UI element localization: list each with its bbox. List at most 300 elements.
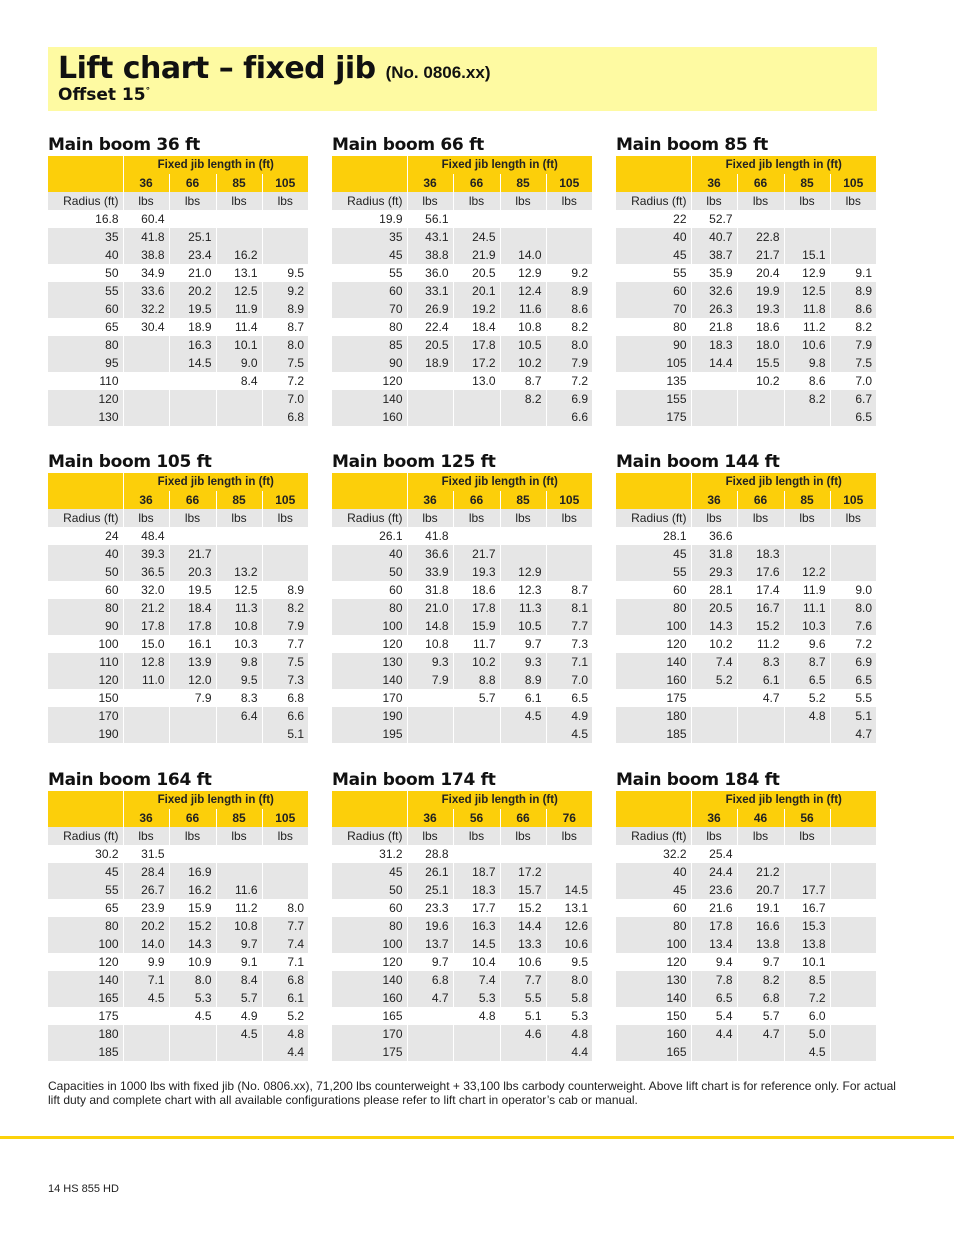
radius-cell: 70 [616,300,691,318]
capacity-cell: 19.9 [737,282,784,300]
capacity-cell [216,845,262,863]
table-row [332,635,592,653]
capacity-cell [691,408,737,426]
capacity-cell [500,725,546,743]
capacity-cell: 10.8 [216,617,262,635]
radius-cell: 110 [48,372,123,390]
capacity-cell: 9.7 [407,953,453,971]
capacity-cell: 5.8 [546,989,592,1007]
lift-chart-section [616,769,876,1061]
radius-cell: 90 [332,354,407,372]
capacity-cell: 21.6 [691,899,737,917]
table-row [48,390,308,408]
capacity-cell: 5.2 [691,671,737,689]
lift-chart-section [48,134,308,426]
capacity-cell: 13.3 [500,935,546,953]
radius-cell: 80 [48,599,123,617]
capacity-cell: 18.6 [737,318,784,336]
capacity-cell: 12.5 [784,282,830,300]
table-row [616,372,876,390]
capacity-cell: 14.0 [123,935,169,953]
capacity-cell [169,390,216,408]
capacity-cell: 21.2 [737,863,784,881]
table-row [48,563,308,581]
capacity-cell: 20.1 [453,282,500,300]
capacity-cell: 8.0 [262,899,308,917]
capacity-cell: 11.0 [123,671,169,689]
radius-cell: 130 [332,653,407,671]
capacity-cell: 8.6 [830,300,876,318]
capacity-cell: 14.5 [169,354,216,372]
capacity-cell: 18.6 [453,581,500,599]
radius-cell: 26.1 [332,527,407,545]
jib-length-cell: 105 [262,809,308,827]
radius-cell: 170 [48,707,123,725]
radius-cell: 80 [616,917,691,935]
table-row [616,300,876,318]
table-row [332,989,592,1007]
table-row [616,1007,876,1025]
jib-length-header: Fixed jib length in (ft) [691,791,876,809]
radius-cell: 50 [48,563,123,581]
capacity-cell [500,1043,546,1061]
capacity-cell: 6.5 [546,689,592,707]
radius-cell: 40 [616,863,691,881]
capacity-cell: 15.1 [784,246,830,264]
radius-cell: 60 [332,581,407,599]
jib-length-cell: 85 [784,491,830,509]
radius-label: Radius (ft) [332,192,407,210]
unit-label: lbs [546,827,592,845]
capacity-cell: 9.3 [500,653,546,671]
table-row [48,899,308,917]
capacity-cell [691,372,737,390]
table-row [332,1007,592,1025]
jib-length-cell: 46 [737,809,784,827]
capacity-cell: 17.8 [169,617,216,635]
capacity-cell: 4.5 [169,1007,216,1025]
radius-cell: 90 [616,336,691,354]
capacity-cell [262,563,308,581]
capacity-cell: 7.5 [262,653,308,671]
radius-cell: 95 [48,354,123,372]
capacity-cell [123,689,169,707]
capacity-cell: 19.6 [407,917,453,935]
capacity-cell: 9.0 [830,581,876,599]
capacity-cell: 52.7 [691,210,737,228]
lift-chart-section [616,451,876,743]
capacity-cell: 12.9 [500,563,546,581]
radius-cell: 45 [616,246,691,264]
table-row [332,899,592,917]
capacity-cell [737,408,784,426]
capacity-cell: 8.9 [500,671,546,689]
capacity-cell: 15.3 [784,917,830,935]
capacity-cell: 4.5 [216,1025,262,1043]
unit-label: lbs [546,192,592,210]
table-row [616,971,876,989]
capacity-cell: 38.8 [123,246,169,264]
capacity-cell: 10.2 [500,354,546,372]
unit-label: lbs [169,827,216,845]
capacity-cell: 22.8 [737,228,784,246]
capacity-cell [830,953,876,971]
radius-label: Radius (ft) [616,827,691,845]
capacity-cell: 9.2 [546,264,592,282]
capacity-cell: 15.2 [169,917,216,935]
radius-cell: 120 [48,671,123,689]
capacity-cell [169,210,216,228]
capacity-cell [123,372,169,390]
capacity-cell [546,863,592,881]
capacity-cell: 31.8 [691,545,737,563]
unit-label: lbs [500,192,546,210]
capacity-cell [407,390,453,408]
radius-cell: 35 [48,228,123,246]
capacity-cell [453,1025,500,1043]
radius-cell: 160 [616,671,691,689]
capacity-cell [737,1043,784,1061]
capacity-cell: 39.3 [123,545,169,563]
table-row [332,354,592,372]
table-row [332,689,592,707]
table-row [616,881,876,899]
capacity-cell [407,725,453,743]
capacity-cell: 48.4 [123,527,169,545]
radius-cell: 60 [48,300,123,318]
capacity-cell: 12.4 [500,282,546,300]
radius-cell: 85 [332,336,407,354]
radius-cell: 120 [616,635,691,653]
capacity-cell [830,210,876,228]
jib-length-cell: 56 [784,809,830,827]
radius-cell: 100 [616,617,691,635]
radius-cell: 170 [332,1025,407,1043]
capacity-cell: 19.5 [169,581,216,599]
capacity-cell [784,725,830,743]
radius-cell: 175 [332,1043,407,1061]
capacity-cell: 6.7 [830,390,876,408]
unit-label: lbs [216,192,262,210]
unit-label: lbs [262,192,308,210]
table-row [616,228,876,246]
table-row [48,599,308,617]
capacity-cell: 7.7 [262,635,308,653]
capacity-cell: 9.1 [216,953,262,971]
capacity-cell [262,228,308,246]
capacity-cell: 4.8 [453,1007,500,1025]
table-row [616,617,876,635]
capacity-cell [453,210,500,228]
section-title: Main boom 105 ft [48,452,212,472]
capacity-cell: 15.9 [453,617,500,635]
table-row [332,336,592,354]
capacity-cell: 21.9 [453,246,500,264]
table-row [48,1025,308,1043]
radius-cell: 180 [616,707,691,725]
capacity-cell: 4.7 [407,989,453,1007]
capacity-cell [500,210,546,228]
capacity-cell: 9.2 [262,282,308,300]
radius-cell: 32.2 [616,845,691,863]
capacity-cell: 5.1 [830,707,876,725]
capacity-cell: 20.4 [737,264,784,282]
radius-cell: 55 [616,264,691,282]
capacity-cell: 13.9 [169,653,216,671]
capacity-cell: 14.4 [691,354,737,372]
capacity-cell: 19.3 [453,563,500,581]
capacity-cell: 6.1 [737,671,784,689]
table-row [616,989,876,1007]
capacity-cell: 5.3 [546,1007,592,1025]
section-title: Main boom 144 ft [616,452,780,472]
unit-label: lbs [784,509,830,527]
capacity-cell: 18.9 [407,354,453,372]
table-row [616,635,876,653]
unit-label: lbs [216,827,262,845]
table-row [332,935,592,953]
capacity-cell: 18.3 [453,881,500,899]
capacity-cell [216,408,262,426]
capacity-cell [500,545,546,563]
table-row [48,318,308,336]
capacity-cell: 6.5 [830,408,876,426]
lift-chart-section [332,451,592,743]
capacity-cell: 17.4 [737,581,784,599]
capacity-cell [262,210,308,228]
table-row [48,863,308,881]
capacity-cell [123,1007,169,1025]
capacity-cell [784,845,830,863]
capacity-cell [216,545,262,563]
radius-cell: 100 [48,935,123,953]
capacity-cell: 10.6 [500,953,546,971]
title-banner [48,47,877,111]
unit-label: lbs [784,192,830,210]
table-row [48,264,308,282]
capacity-cell [737,725,784,743]
capacity-cell: 18.9 [169,318,216,336]
jib-length-header: Fixed jib length in (ft) [691,156,876,174]
capacity-cell: 19.2 [453,300,500,318]
table-row [48,689,308,707]
table-row [48,1043,308,1061]
capacity-cell: 17.7 [453,899,500,917]
capacity-cell: 6.1 [262,989,308,1007]
capacity-cell [453,707,500,725]
capacity-cell [500,408,546,426]
capacity-cell: 8.9 [830,282,876,300]
unit-label: lbs [407,509,453,527]
capacity-cell: 16.6 [737,917,784,935]
capacity-cell: 7.0 [830,372,876,390]
capacity-cell: 11.2 [784,318,830,336]
capacity-cell: 5.7 [216,989,262,1007]
jib-length-cell: 105 [262,174,308,192]
table-row [332,563,592,581]
capacity-cell: 38.8 [407,246,453,264]
capacity-cell: 8.2 [737,971,784,989]
capacity-cell: 17.6 [737,563,784,581]
capacity-cell [691,1043,737,1061]
radius-cell: 80 [332,599,407,617]
capacity-cell: 10.8 [500,318,546,336]
capacity-cell: 10.5 [500,336,546,354]
capacity-cell: 7.7 [546,617,592,635]
capacity-cell: 15.9 [169,899,216,917]
capacity-cell [123,1043,169,1061]
capacity-cell: 7.2 [830,635,876,653]
table-row [48,282,308,300]
capacity-cell: 18.0 [737,336,784,354]
capacity-cell: 11.8 [784,300,830,318]
jib-length-cell: 36 [407,174,453,192]
capacity-cell: 10.6 [784,336,830,354]
radius-cell: 60 [332,282,407,300]
capacity-cell: 10.8 [407,635,453,653]
lift-chart-section [616,134,876,426]
capacity-cell: 23.6 [691,881,737,899]
capacity-cell [407,1043,453,1061]
capacity-cell [500,228,546,246]
radius-cell: 165 [332,1007,407,1025]
capacity-cell [546,210,592,228]
jib-length-cell: 105 [546,174,592,192]
capacity-cell [546,527,592,545]
radius-cell: 60 [616,282,691,300]
capacity-cell: 14.3 [691,617,737,635]
capacity-cell: 12.5 [216,581,262,599]
lift-chart-section [332,134,592,426]
capacity-cell: 7.9 [546,354,592,372]
jib-length-header: Fixed jib length in (ft) [407,473,592,491]
capacity-cell: 28.8 [407,845,453,863]
capacity-cell: 11.1 [784,599,830,617]
capacity-cell: 5.2 [784,689,830,707]
capacity-cell: 4.5 [546,725,592,743]
radius-cell: 120 [48,390,123,408]
table-row [616,845,876,863]
table-row [616,264,876,282]
capacity-cell: 4.5 [123,989,169,1007]
unit-label: lbs [737,509,784,527]
capacity-cell [216,863,262,881]
capacity-cell [123,408,169,426]
capacity-cell [453,527,500,545]
radius-cell: 55 [616,563,691,581]
capacity-cell: 13.7 [407,935,453,953]
radius-cell: 50 [48,264,123,282]
table-row [332,707,592,725]
capacity-cell: 10.9 [169,953,216,971]
radius-label: Radius (ft) [616,192,691,210]
capacity-cell: 10.3 [784,617,830,635]
capacity-cell: 5.7 [737,1007,784,1025]
table-row [616,899,876,917]
capacity-cell: 11.6 [500,300,546,318]
capacity-cell: 20.5 [407,336,453,354]
capacity-cell [830,845,876,863]
radius-cell: 31.2 [332,845,407,863]
capacity-cell: 7.5 [830,354,876,372]
capacity-cell: 43.1 [407,228,453,246]
capacity-cell: 12.0 [169,671,216,689]
capacity-cell [830,1007,876,1025]
table-row [616,599,876,617]
capacity-cell: 4.9 [546,707,592,725]
radius-cell: 140 [48,971,123,989]
capacity-cell [453,725,500,743]
lift-chart-section [48,769,308,1061]
capacity-cell: 8.3 [737,653,784,671]
lift-chart-section [332,769,592,1061]
capacity-cell [737,210,784,228]
capacity-cell: 26.9 [407,300,453,318]
capacity-cell: 4.7 [830,725,876,743]
capacity-cell: 4.5 [784,1043,830,1061]
capacity-cell: 35.9 [691,264,737,282]
table-row [616,354,876,372]
capacity-cell [830,971,876,989]
capacity-cell [169,1025,216,1043]
capacity-cell: 5.5 [830,689,876,707]
capacity-cell: 25.1 [169,228,216,246]
capacity-cell [216,725,262,743]
radius-cell: 45 [616,545,691,563]
jib-length-cell: 105 [830,491,876,509]
capacity-cell: 36.5 [123,563,169,581]
capacity-cell: 7.6 [830,617,876,635]
table-row [616,390,876,408]
table-row [616,318,876,336]
capacity-cell: 16.2 [216,246,262,264]
capacity-cell: 12.9 [500,264,546,282]
capacity-cell [262,246,308,264]
radius-cell: 105 [616,354,691,372]
capacity-cell: 23.4 [169,246,216,264]
table-row [48,953,308,971]
table-row [332,725,592,743]
radius-cell: 185 [616,725,691,743]
table-row [48,617,308,635]
table-row [332,318,592,336]
capacity-cell [407,689,453,707]
jib-length-cell: 105 [546,491,592,509]
capacity-cell: 5.1 [500,1007,546,1025]
capacity-cell: 7.9 [830,336,876,354]
radius-cell: 80 [332,318,407,336]
radius-cell: 110 [48,653,123,671]
jib-length-cell: 66 [169,174,216,192]
capacity-cell: 6.8 [262,971,308,989]
capacity-cell: 36.6 [691,527,737,545]
radius-cell: 35 [332,228,407,246]
radius-cell: 140 [332,971,407,989]
capacity-cell: 32.6 [691,282,737,300]
unit-label: lbs [691,192,737,210]
capacity-cell [262,545,308,563]
radius-cell: 100 [48,635,123,653]
capacity-cell [453,390,500,408]
capacity-cell: 7.9 [169,689,216,707]
capacity-cell: 8.9 [546,282,592,300]
radius-cell: 40 [332,545,407,563]
radius-cell: 60 [332,899,407,917]
capacity-cell [830,935,876,953]
radius-cell: 175 [616,689,691,707]
capacity-cell: 7.1 [123,971,169,989]
capacity-cell [830,989,876,1007]
